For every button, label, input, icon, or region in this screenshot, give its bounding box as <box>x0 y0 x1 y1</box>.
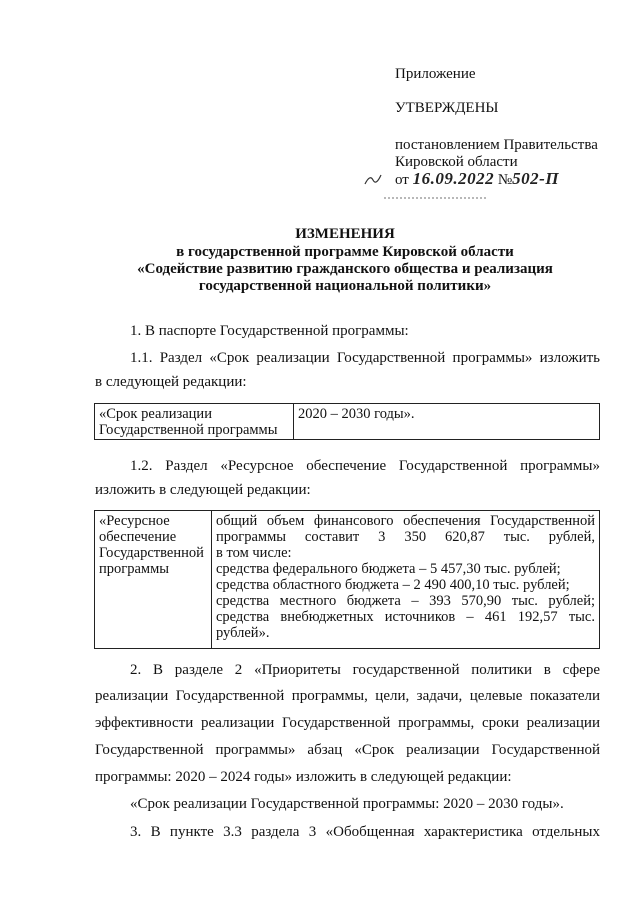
resources-value-cell <box>212 511 600 649</box>
document-title: ИЗМЕНЕНИЯ <box>295 226 395 242</box>
handwritten-date: 16.09.2022 <box>412 169 495 188</box>
appendix-label: Приложение <box>395 66 476 82</box>
paragraph-1: 1. В паспорте Государственной программы: <box>130 323 409 339</box>
resources-line-3: в том числе: <box>216 545 292 561</box>
resources-line-2: программы составит 3 350 620,87 тыс. рублей, <box>216 529 595 545</box>
approval-line-1: постановлением Правительства <box>395 137 598 153</box>
resources-line-6: средства местного бюджета – 393 570,90 тыс. рублей; <box>216 593 595 609</box>
term-label-line-1: «Срок реализации <box>99 406 212 422</box>
resources-line-1: общий объем финансового обеспечения Государственной <box>216 513 595 529</box>
resources-label-line-2: обеспечение <box>99 529 177 545</box>
paragraph-1-2-line-1: 1.2. Раздел «Ресурсное обеспечение Государственной программы» <box>130 458 600 474</box>
date-prefix: от <box>395 172 409 188</box>
approval-line-2: Кировской области <box>395 154 518 170</box>
resources-label-line-3: Государственной <box>99 545 204 561</box>
resources-line-7: средства внебюджетных источников – 461 192,57 тыс. <box>216 609 595 625</box>
resources-label-cell <box>95 511 212 649</box>
resources-label-line-4: программы <box>99 561 169 577</box>
table-row <box>95 404 600 440</box>
term-table <box>94 403 600 440</box>
date-underline <box>384 186 486 188</box>
paragraph-2-line-1: 2. В разделе 2 «Приоритеты государственной политики в сфере <box>130 662 600 678</box>
paragraph-2-line-2: реализации Государственной программы, цели, задачи, целевые показатели <box>95 688 600 704</box>
paragraph-3-line-1: 3. В пункте 3.3 раздела 3 «Обобщенная характеристика отдельных <box>130 824 600 840</box>
paragraph-2-line-4: Государственной программы» абзац «Срок реализации Государственной <box>95 742 600 758</box>
signature-stroke <box>364 172 382 186</box>
paragraph-2-quote: «Срок реализации Государственной программы: 2020 – 2030 годы». <box>130 796 564 812</box>
handwritten-number: 502-П <box>512 169 560 188</box>
term-label-line-2: Государственной программы <box>99 422 278 438</box>
title-line-4: государственной национальной политики» <box>198 278 492 294</box>
number-prefix: № <box>497 172 513 188</box>
paragraph-2-line-5: программы: 2020 – 2024 годы» изложить в следующей редакции: <box>95 769 512 785</box>
resources-table <box>94 510 600 649</box>
paragraph-2-line-3: эффективности реализации Государственной программы, сроки реализации <box>95 715 600 731</box>
resources-line-8: рублей». <box>216 625 270 641</box>
approved-label: УТВЕРЖДЕНЫ <box>395 100 499 116</box>
paragraph-1-1-line-2: в следующей редакции: <box>95 374 247 390</box>
term-value-cell: 2020 – 2030 годы». <box>294 404 600 440</box>
signature-mark-icon <box>364 172 382 186</box>
paragraph-1-2-line-2: изложить в следующей редакции: <box>95 482 311 498</box>
term-label-cell <box>95 404 294 440</box>
paragraph-1-1-line-1: 1.1. Раздел «Срок реализации Государственной программы» изложить <box>130 350 600 366</box>
resources-line-4: средства федерального бюджета – 5 457,30 тыс. рублей; <box>216 561 561 577</box>
resources-line-5: средства областного бюджета – 2 490 400,10 тыс. рублей; <box>216 577 570 593</box>
resources-label-line-1: «Ресурсное <box>99 513 170 529</box>
title-line-3: «Содействие развитию гражданского общества и реализация <box>137 261 553 277</box>
title-line-2: в государственной программе Кировской области <box>176 244 514 260</box>
table-row <box>95 511 600 649</box>
